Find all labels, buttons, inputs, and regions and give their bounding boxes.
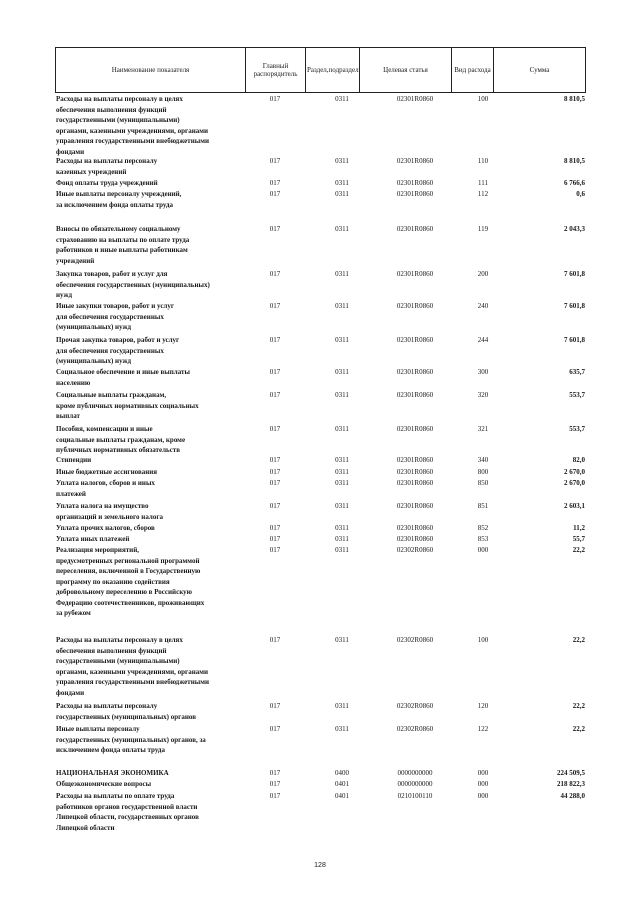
row-razdel: 0400	[335, 769, 349, 777]
row-vr: 119	[477, 225, 489, 233]
row-glav: 017	[269, 425, 281, 433]
row-glav: 017	[269, 636, 281, 644]
row-cs: 02301R0860	[396, 336, 434, 344]
row-vr: 200	[477, 270, 489, 278]
row-indicator-name: Расходы на выплаты персоналу в целях обеспечения выполнения функций государственными (муниципальными) органами, казенными учреждениями, органами управления государственными внебюджетными фондами	[56, 636, 210, 697]
row-glav: 017	[269, 157, 281, 165]
page-number: 128	[314, 862, 326, 869]
row-sum: 55,7	[572, 535, 585, 543]
row-vr: 244	[477, 336, 489, 344]
row-sum: 2 670,0	[564, 479, 585, 487]
row-indicator-name: Стипендии	[56, 456, 92, 464]
row-vr: 000	[477, 780, 489, 788]
header-sum: Сумма	[494, 48, 586, 93]
row-vr: 111	[478, 179, 488, 187]
row-cs: 02302R0860	[396, 702, 434, 710]
row-cs: 02301R0860	[396, 368, 434, 376]
row-sum: 44 288,0	[560, 792, 585, 800]
row-glav: 017	[269, 524, 281, 532]
row-razdel: 0311	[335, 546, 349, 554]
row-sum: 7 601,8	[564, 270, 585, 278]
row-indicator-name: Фонд оплаты труда учреждений	[56, 179, 158, 187]
row-razdel: 0311	[335, 270, 349, 278]
row-glav: 017	[269, 702, 281, 710]
row-vr: 800	[477, 468, 489, 476]
row-vr: 100	[477, 636, 489, 644]
row-glav: 017	[269, 535, 281, 543]
row-cs: 02301R0860	[396, 179, 434, 187]
row-indicator-name: Уплата иных платежей	[56, 535, 130, 543]
row-cs: 02301R0860	[396, 479, 434, 487]
row-sum: 0,6	[576, 190, 585, 198]
row-razdel: 0311	[335, 157, 349, 165]
row-cs: 02301R0860	[396, 225, 434, 233]
row-sum: 82,0	[572, 456, 585, 464]
row-indicator-name: Социальное обеспечение и иные выплаты населению	[56, 368, 190, 387]
row-razdel: 0311	[335, 479, 349, 487]
row-glav: 017	[269, 95, 281, 103]
row-glav: 017	[269, 725, 281, 733]
row-glav: 017	[269, 270, 281, 278]
row-cs: 0210100110	[397, 792, 433, 800]
row-sum: 2 670,0	[564, 468, 585, 476]
row-vr: 853	[477, 535, 489, 543]
row-cs: 02301R0860	[396, 456, 434, 464]
row-indicator-name: Общеэкономические вопросы	[56, 780, 152, 788]
row-cs: 0000000000	[397, 769, 433, 777]
row-indicator-name: Расходы на выплаты по оплате труда работников органов государственной власти Липецкой области, государственных органов Липецкой области	[56, 792, 199, 832]
row-razdel: 0311	[335, 468, 349, 476]
row-sum: 8 810,5	[564, 95, 585, 103]
row-indicator-name: Уплата налога на имущество организаций и земельного налога	[56, 502, 163, 521]
row-sum: 224 509,5	[557, 769, 585, 777]
row-sum: 7 601,8	[564, 302, 585, 310]
row-glav: 017	[269, 391, 281, 399]
row-razdel: 0311	[335, 535, 349, 543]
row-razdel: 0311	[335, 725, 349, 733]
row-razdel: 0311	[335, 368, 349, 376]
table-header	[55, 47, 586, 93]
row-indicator-name: Расходы на выплаты персоналу государственных (муниципальных) органов	[56, 702, 196, 721]
header-glav: Главный распорядитель	[246, 48, 306, 93]
row-razdel: 0311	[335, 302, 349, 310]
row-cs: 02301R0860	[396, 95, 434, 103]
row-razdel: 0311	[335, 190, 349, 198]
row-cs: 02302R0860	[396, 546, 434, 554]
row-vr: 100	[477, 95, 489, 103]
row-indicator-name: Уплата налогов, сборов и иных платежей	[56, 479, 155, 498]
row-glav: 017	[269, 780, 281, 788]
header-name: Наименование показателя	[56, 48, 246, 93]
row-cs: 0000000000	[397, 780, 433, 788]
row-vr: 110	[477, 157, 489, 165]
row-razdel: 0311	[335, 702, 349, 710]
row-glav: 017	[269, 368, 281, 376]
row-razdel: 0311	[335, 391, 349, 399]
row-vr: 120	[477, 702, 489, 710]
row-indicator-name: Закупка товаров, работ и услуг для обеспечения государственных (муниципальных) нужд	[56, 270, 210, 299]
row-cs: 02301R0860	[396, 270, 434, 278]
row-razdel: 0401	[335, 792, 349, 800]
row-indicator-name: Расходы на выплаты персоналу в целях обеспечения выполнения функций государственными (муниципальными) органами, казенными учреждениями, органами управления государственными внебюджетными фондами	[56, 95, 210, 156]
row-vr: 122	[477, 725, 489, 733]
row-indicator-name: Иные бюджетные ассигнования	[56, 468, 158, 476]
row-sum: 553,7	[569, 391, 585, 399]
row-glav: 017	[269, 479, 281, 487]
row-sum: 8 810,5	[564, 157, 585, 165]
row-glav: 017	[269, 225, 281, 233]
row-cs: 02301R0860	[396, 391, 434, 399]
row-cs: 02301R0860	[396, 535, 434, 543]
row-razdel: 0311	[335, 225, 349, 233]
header-cs: Целевая статья	[360, 48, 452, 93]
row-indicator-name: Уплата прочих налогов, сборов	[56, 524, 155, 532]
row-glav: 017	[269, 336, 281, 344]
row-sum: 2 603,1	[564, 502, 585, 510]
row-razdel: 0311	[335, 179, 349, 187]
row-sum: 7 601,8	[564, 336, 585, 344]
row-cs: 02301R0860	[396, 502, 434, 510]
row-indicator-name: Иные выплаты персоналу учреждений, за исключением фонда оплаты труда	[56, 190, 182, 209]
row-indicator-name: Пособия, компенсации и иные социальные выплаты гражданам, кроме публичных нормативных обязательств	[56, 425, 186, 454]
header-vr: Вид расхода	[452, 48, 494, 93]
row-sum: 11,2	[573, 524, 585, 532]
row-indicator-name: Расходы на выплаты персоналу казенных учреждений	[56, 157, 158, 176]
row-glav: 017	[269, 468, 281, 476]
row-cs: 02301R0860	[396, 425, 434, 433]
row-razdel: 0311	[335, 456, 349, 464]
row-vr: 852	[477, 524, 489, 532]
row-vr: 851	[477, 502, 489, 510]
row-vr: 000	[477, 792, 489, 800]
row-glav: 017	[269, 190, 281, 198]
row-vr: 300	[477, 368, 489, 376]
row-cs: 02301R0860	[396, 524, 434, 532]
row-razdel: 0311	[335, 425, 349, 433]
row-indicator-name: Реализация мероприятий, предусмотренных региональной программой переселения, включенной в Государственную программу по оказанию содействия добровольному переселению в Российскую Федерацию соотечественников, проживающих за рубежом	[56, 546, 205, 617]
row-sum: 553,7	[569, 425, 585, 433]
row-cs: 02302R0860	[396, 636, 434, 644]
row-glav: 017	[269, 546, 281, 554]
row-glav: 017	[269, 456, 281, 464]
row-cs: 02301R0860	[396, 302, 434, 310]
row-glav: 017	[269, 502, 281, 510]
row-sum: 2 043,3	[564, 225, 585, 233]
row-cs: 02301R0860	[396, 190, 434, 198]
row-razdel: 0401	[335, 780, 349, 788]
row-vr: 850	[477, 479, 489, 487]
row-vr: 000	[477, 769, 489, 777]
row-vr: 112	[477, 190, 489, 198]
row-indicator-name: Социальные выплаты гражданам, кроме публичных нормативных социальных выплат	[56, 391, 199, 420]
row-sum: 218 822,3	[557, 780, 585, 788]
row-sum: 22,2	[572, 725, 585, 733]
row-indicator-name: Прочая закупка товаров, работ и услуг для обеспечения государственных (муниципальных) нужд	[56, 336, 180, 365]
header-razdel: Раздел,подраздел	[306, 48, 360, 93]
row-glav: 017	[269, 179, 281, 187]
row-razdel: 0311	[335, 336, 349, 344]
row-indicator-name: Взносы по обязательному социальному страхованию на выплаты по оплате труда работников и иные выплаты работникам учреждений	[56, 225, 190, 265]
row-indicator-name: Иные выплаты персоналу государственных (муниципальных) органов, за исключением фонда оплаты труда	[56, 725, 206, 754]
row-sum: 22,2	[572, 636, 585, 644]
row-glav: 017	[269, 302, 281, 310]
row-vr: 240	[477, 302, 489, 310]
row-glav: 017	[269, 792, 281, 800]
row-indicator-name: НАЦИОНАЛЬНАЯ ЭКОНОМИКА	[56, 769, 169, 777]
row-sum: 22,2	[572, 546, 585, 554]
row-sum: 6 766,6	[564, 179, 585, 187]
row-cs: 02302R0860	[396, 725, 434, 733]
row-vr: 340	[477, 456, 489, 464]
row-razdel: 0311	[335, 524, 349, 532]
row-glav: 017	[269, 769, 281, 777]
row-razdel: 0311	[335, 95, 349, 103]
row-razdel: 0311	[335, 636, 349, 644]
row-vr: 321	[477, 425, 489, 433]
row-indicator-name: Иные закупки товаров, работ и услуг для обеспечения государственных (муниципальных) нужд	[56, 302, 175, 331]
row-cs: 02301R0860	[396, 468, 434, 476]
row-cs: 02301R0860	[396, 157, 434, 165]
row-vr: 320	[477, 391, 489, 399]
row-sum: 635,7	[569, 368, 585, 376]
row-vr: 000	[477, 546, 489, 554]
row-sum: 22,2	[572, 702, 585, 710]
row-razdel: 0311	[335, 502, 349, 510]
